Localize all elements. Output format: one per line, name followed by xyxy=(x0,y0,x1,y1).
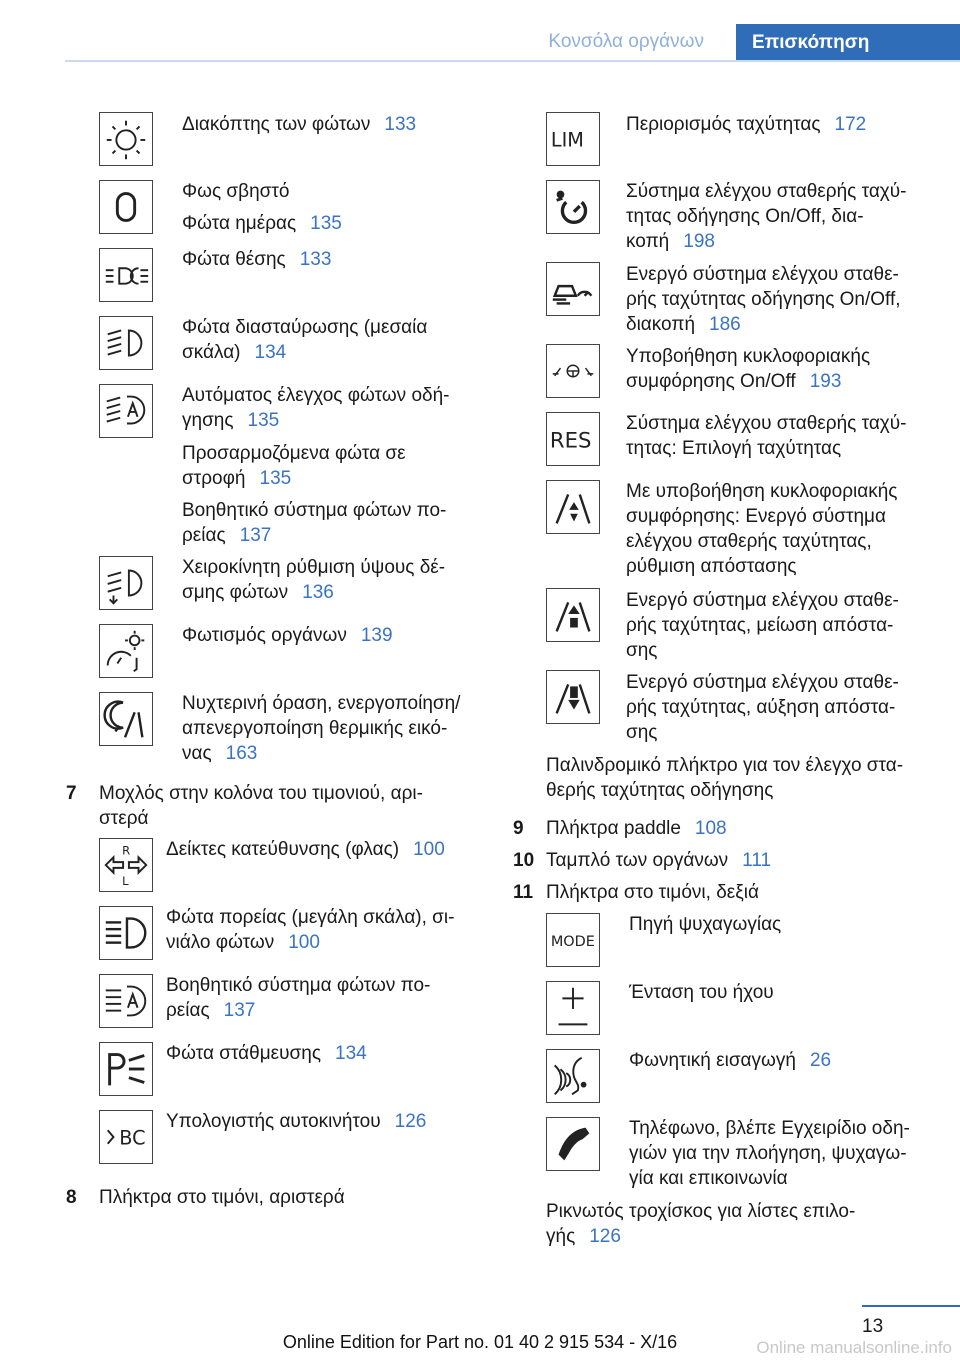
auto-headlight-icon xyxy=(99,384,153,438)
turn-signal-r-label: R xyxy=(122,843,131,858)
traffic-jam-assist-text: Υποβοήθηση κυκλοφοριακής συμφόρησης On/Off 193 xyxy=(626,346,871,392)
watermark: Online manualsonline.info xyxy=(756,1338,952,1357)
phone-text: Τηλέφωνο, βλέπε Εγχειρίδιο οδη- γιών για την πλοήγηση, ψυχαγω- γία και επικοινωνία xyxy=(629,1118,910,1189)
active-cruise-icon xyxy=(546,262,600,316)
header-rule xyxy=(65,60,960,62)
entertainment-source-text: Πηγή ψυχαγωγίας xyxy=(629,914,782,935)
edition-text: Online Edition for Part no. 01 40 2 915 534 - X/16 xyxy=(282,1332,678,1352)
parking-light-icon xyxy=(99,1042,153,1096)
high-beam-icon xyxy=(99,906,153,960)
voice-input-icon xyxy=(546,1049,600,1103)
item-number-7: 7 xyxy=(66,783,77,804)
high-beam-assist-text: Βοηθητικό σύστημα φώτων πο- ρείας 137 xyxy=(182,500,447,546)
turn-signal-l-label: L xyxy=(122,874,129,889)
instrument-lighting-icon xyxy=(99,624,153,678)
cruise-control-icon xyxy=(546,180,600,234)
distance-increase-icon xyxy=(546,670,600,724)
low-beam-text: Φώτα διασταύρωσης (μεσαία σκάλα) 134 xyxy=(182,317,428,363)
item-7-text: Μοχλός στην κολόνα του τιμονιού, αρι- στερά xyxy=(99,783,423,829)
headlight-range-text: Χειροκίνητη ρύθμιση ύψους δέ- σμης φώτων 136 xyxy=(182,557,446,603)
onboard-computer-text: Υπολογιστής αυτοκινήτου 126 xyxy=(166,1111,427,1132)
item-9-text: Πλήκτρα paddle 108 xyxy=(546,818,727,839)
item-number-8: 8 xyxy=(66,1187,77,1208)
distance-decrease-text: Ενεργό σύστημα ελέγχου σταθε- ρής ταχύτητας, μείωση απόστα- σης xyxy=(626,590,899,661)
turn-signal-text: Δείκτες κατεύθυνσης (φλας) 100 xyxy=(166,839,445,860)
light-switch-icon xyxy=(99,112,153,166)
parking-lights-icon xyxy=(99,248,153,302)
page-number: 13 xyxy=(862,1316,884,1337)
distance-setting-text: Με υποβοήθηση κυκλοφοριακής συμφόρησης: Ενεργό σύστημα ελέγχου σταθερής ταχύτητας, ρύθμιση απόστασης xyxy=(626,481,898,577)
high-beam-assist-icon xyxy=(99,974,153,1028)
resume-text: Σύστημα ελέγχου σταθερής ταχύ- τητας: Επιλογή ταχύτητας xyxy=(626,413,907,459)
res-label: RES xyxy=(549,427,592,453)
phone-icon xyxy=(546,1117,600,1171)
active-cruise-text: Ενεργό σύστημα ελέγχου σταθε- ρής ταχύτητας οδήγησης On/Off, διακοπή 186 xyxy=(626,264,901,335)
turn-signal-icon xyxy=(99,838,153,892)
onboard-computer-icon xyxy=(99,1110,153,1164)
night-vision-icon xyxy=(99,692,153,746)
header-section: Κονσόλα οργάνων xyxy=(548,31,704,52)
item-10-text: Ταμπλό των οργάνων 111 xyxy=(546,850,772,871)
high-beam-assist-text-2: Βοηθητικό σύστημα φώτων πο- ρείας 137 xyxy=(166,975,431,1021)
thumbwheel-text: Ρικνωτός τροχίσκος για λίστες επιλο- γής 126 xyxy=(546,1201,856,1247)
night-vision-text: Νυχτερινή όραση, ενεργοποίηση/ απενεργοποίηση θερμικής εικό- νας 163 xyxy=(182,693,461,764)
item-number-11: 11 xyxy=(513,882,534,903)
lights-off-icon xyxy=(99,180,153,234)
parking-lights-text: Φώτα θέσης 133 xyxy=(182,249,332,270)
daytime-lights-text: Φώτα ημέρας 135 xyxy=(182,213,342,234)
low-beam-icon xyxy=(99,316,153,370)
volume-icon xyxy=(546,981,600,1035)
mode-label: MODE xyxy=(550,933,595,950)
rocker-switch-text: Παλινδρομικό πλήκτρο για τον έλεγχο στα- θερής ταχύτητας οδήγησης xyxy=(546,755,904,801)
footer-rule xyxy=(862,1305,960,1307)
lim-label: LIM xyxy=(550,128,584,152)
speed-limiter-icon xyxy=(546,112,600,166)
parking-light-text: Φώτα στάθμευσης 134 xyxy=(166,1043,367,1064)
light-switch-text: Διακόπτης των φώτων 133 xyxy=(182,114,417,135)
distance-increase-text: Ενεργό σύστημα ελέγχου σταθε- ρής ταχύτητας, αύξηση απόστα- σης xyxy=(626,672,899,743)
high-beam-text: Φώτα πορείας (μεγάλη σκάλα), σι- νιάλο φώτων 100 xyxy=(166,907,455,953)
header-tab[interactable]: Επισκόπηση xyxy=(736,24,960,62)
mode-icon xyxy=(546,913,600,967)
lights-off-text: Φως σβηστό xyxy=(182,181,290,202)
item-8-text: Πλήκτρα στο τιμόνι, αριστερά xyxy=(99,1187,345,1208)
distance-setting-icon xyxy=(546,480,600,534)
adaptive-lights-text: Προσαρμοζόμενα φώτα σε στροφή 135 xyxy=(182,443,406,489)
item-11-text: Πλήκτρα στο τιμόνι, δεξιά xyxy=(546,882,759,903)
cruise-control-text: Σύστημα ελέγχου σταθερής ταχύ- τητας οδήγησης On/Off, δια- κοπή 198 xyxy=(626,181,907,252)
item-number-9: 9 xyxy=(513,818,524,839)
instrument-lighting-text: Φωτισμός οργάνων 139 xyxy=(182,625,393,646)
resume-icon xyxy=(546,412,600,466)
volume-text: Ένταση του ήχου xyxy=(629,982,774,1003)
item-number-10: 10 xyxy=(513,850,535,871)
traffic-jam-assist-icon xyxy=(546,344,600,398)
headlight-range-icon xyxy=(99,556,153,610)
voice-input-text: Φωνητική εισαγωγή 26 xyxy=(629,1050,832,1071)
speed-limiter-text: Περιορισμός ταχύτητας 172 xyxy=(626,114,867,135)
bc-label: BC xyxy=(119,1126,146,1150)
auto-headlight-text: Αυτόματος έλεγχος φώτων οδή- γησης 135 xyxy=(182,385,450,431)
distance-decrease-icon xyxy=(546,588,600,642)
